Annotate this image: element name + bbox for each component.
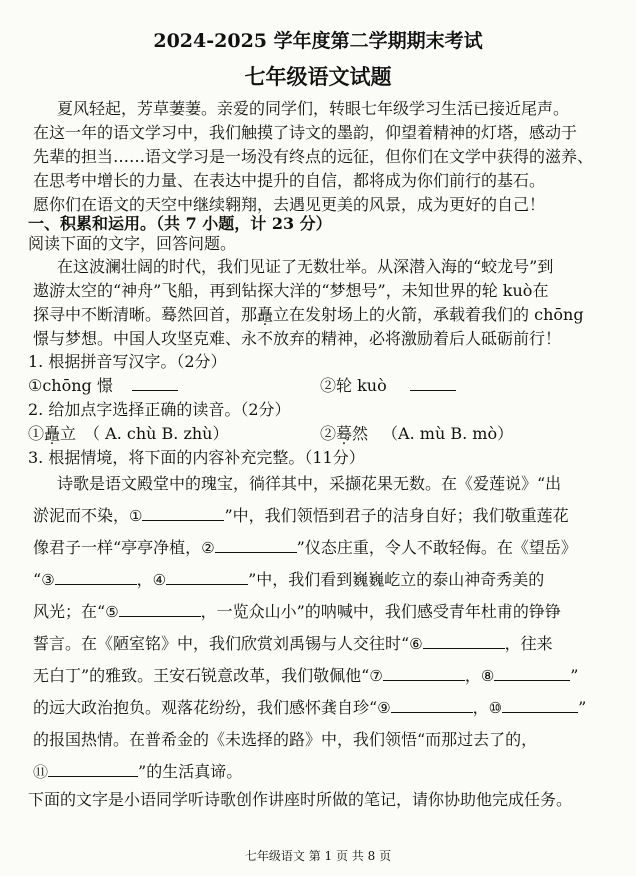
passage-line-2: 遨游太空的“神舟”飞船，再到钻探大洋的“梦想号”，未知世界的轮 kuò在 [33,281,549,300]
q3-line-2: 淤泥而不染，① ”中，我们领悟到君子的洁身自好；我们敬重莲花 [33,506,569,525]
dotted-char: 矗 [257,305,274,324]
q1-b-blank[interactable] [410,376,456,391]
intro-line-4: 在思考中增长的力量、在表达中提升的自信，都将成为你们前行的基石。 [33,171,546,190]
blank-2[interactable] [215,538,297,553]
blank-4[interactable] [166,570,248,585]
q3-line-10: ⑪ ”的生活真谛。 [33,762,243,781]
q3-line-4: “③ ，④ ”中，我们看到巍巍屹立的泰山神奇秀美的 [33,570,545,589]
q3-stem: 3. 根据情境，将下面的内容补充完整。（11分） [28,448,365,467]
exam-subtitle: 七年级语文试题 [244,64,392,89]
q2-b: ②蓦然 （A. mù B. mò） [320,424,514,443]
q1-b: ②轮 kuò [320,376,456,396]
q2-a: ①矗立 （ A. chù B. zhù） [28,424,229,443]
q2-stem: 2. 给加点字选择正确的读音。（2分） [28,400,291,419]
blank-8[interactable] [494,666,570,681]
intro-line-5: 愿你们在语文的天空中继续翱翔，去遇见更美的风景，成为更好的自己！ [33,195,546,214]
section-heading: 一、积累和运用。（共 7 小题，计 23 分） [28,214,332,233]
blank-11[interactable] [48,762,138,777]
q3-line-3: 像君子一样“亭亭净植，② ”仪态庄重，令人不敢轻侮。在《望岳》 [33,538,577,557]
q3-line-5: 风光；在“⑤ ，一览众山小”的呐喊中，我们感受青年杜甫的铮铮 [33,602,561,621]
task-instruction: 下面的文字是小语同学听诗歌创作讲座时所做的笔记，请你协助他完成任务。 [28,790,573,809]
q3-line-7: 无白丁”的雅致。王安石锐意改革，我们敬佩他“⑦ ，⑧ ” [33,666,579,685]
intro-line-1: 夏风轻起，芳草萋萋。亲爱的同学们，转眼七年级学习生活已接近尾声。 [57,99,570,118]
page-footer: 七年级语文 第 1 页 共 8 页 [244,849,392,863]
q1-a: ①chōng 憬 [28,376,178,396]
blank-10[interactable] [502,698,578,713]
blank-3[interactable] [55,570,137,585]
intro-line-3: 先辈的担当……语文学习是一场没有终点的远征，但你们在文学中获得的滋养、 [33,147,594,166]
exam-title: 2024-2025 学年度第二学期期末考试 [153,30,483,52]
passage-line-1: 在这波澜壮阔的时代，我们见证了无数壮举。从深潜入海的“蛟龙号”到 [57,257,554,276]
q3-line-6: 誓言。在《陋室铭》中，我们欣赏刘禹锡与人交往时“⑥ ，往来 [33,634,553,653]
q3-line-1: 诗歌是语文殿堂中的瑰宝，徜徉其中，采撷花果无数。在《爱莲说》“出 [57,474,562,493]
q1-stem: 1. 根据拼音写汉字。（2分） [28,352,227,371]
blank-9[interactable] [391,698,473,713]
q3-line-9: 的报国热情。在普希金的《未选择的路》中，我们领悟“而那过去了的， [33,730,538,749]
intro-line-2: 在这一年的语文学习中，我们触摸了诗文的墨韵，仰望着精神的灯塔，感动于 [33,123,578,142]
section-instruction: 阅读下面的文字，回答问题。 [28,234,237,253]
q1-a-blank[interactable] [132,376,178,391]
blank-1[interactable] [142,506,224,521]
passage-line-4: 憬与梦想。中国人攻坚克难、永不放弃的精神，必将激励着后人砥砺前行！ [33,329,562,348]
passage-line-3: 探寻中不断清晰。蓦然回首，那矗立在发射场上的火箭，承载着我们的 chōng [33,305,584,324]
blank-5[interactable] [119,602,201,617]
blank-6[interactable] [423,634,505,649]
blank-7[interactable] [383,666,465,681]
q3-line-8: 的远大政治抱负。观落花纷纷，我们感怀龚自珍“⑨ ，⑩ ” [33,698,587,717]
